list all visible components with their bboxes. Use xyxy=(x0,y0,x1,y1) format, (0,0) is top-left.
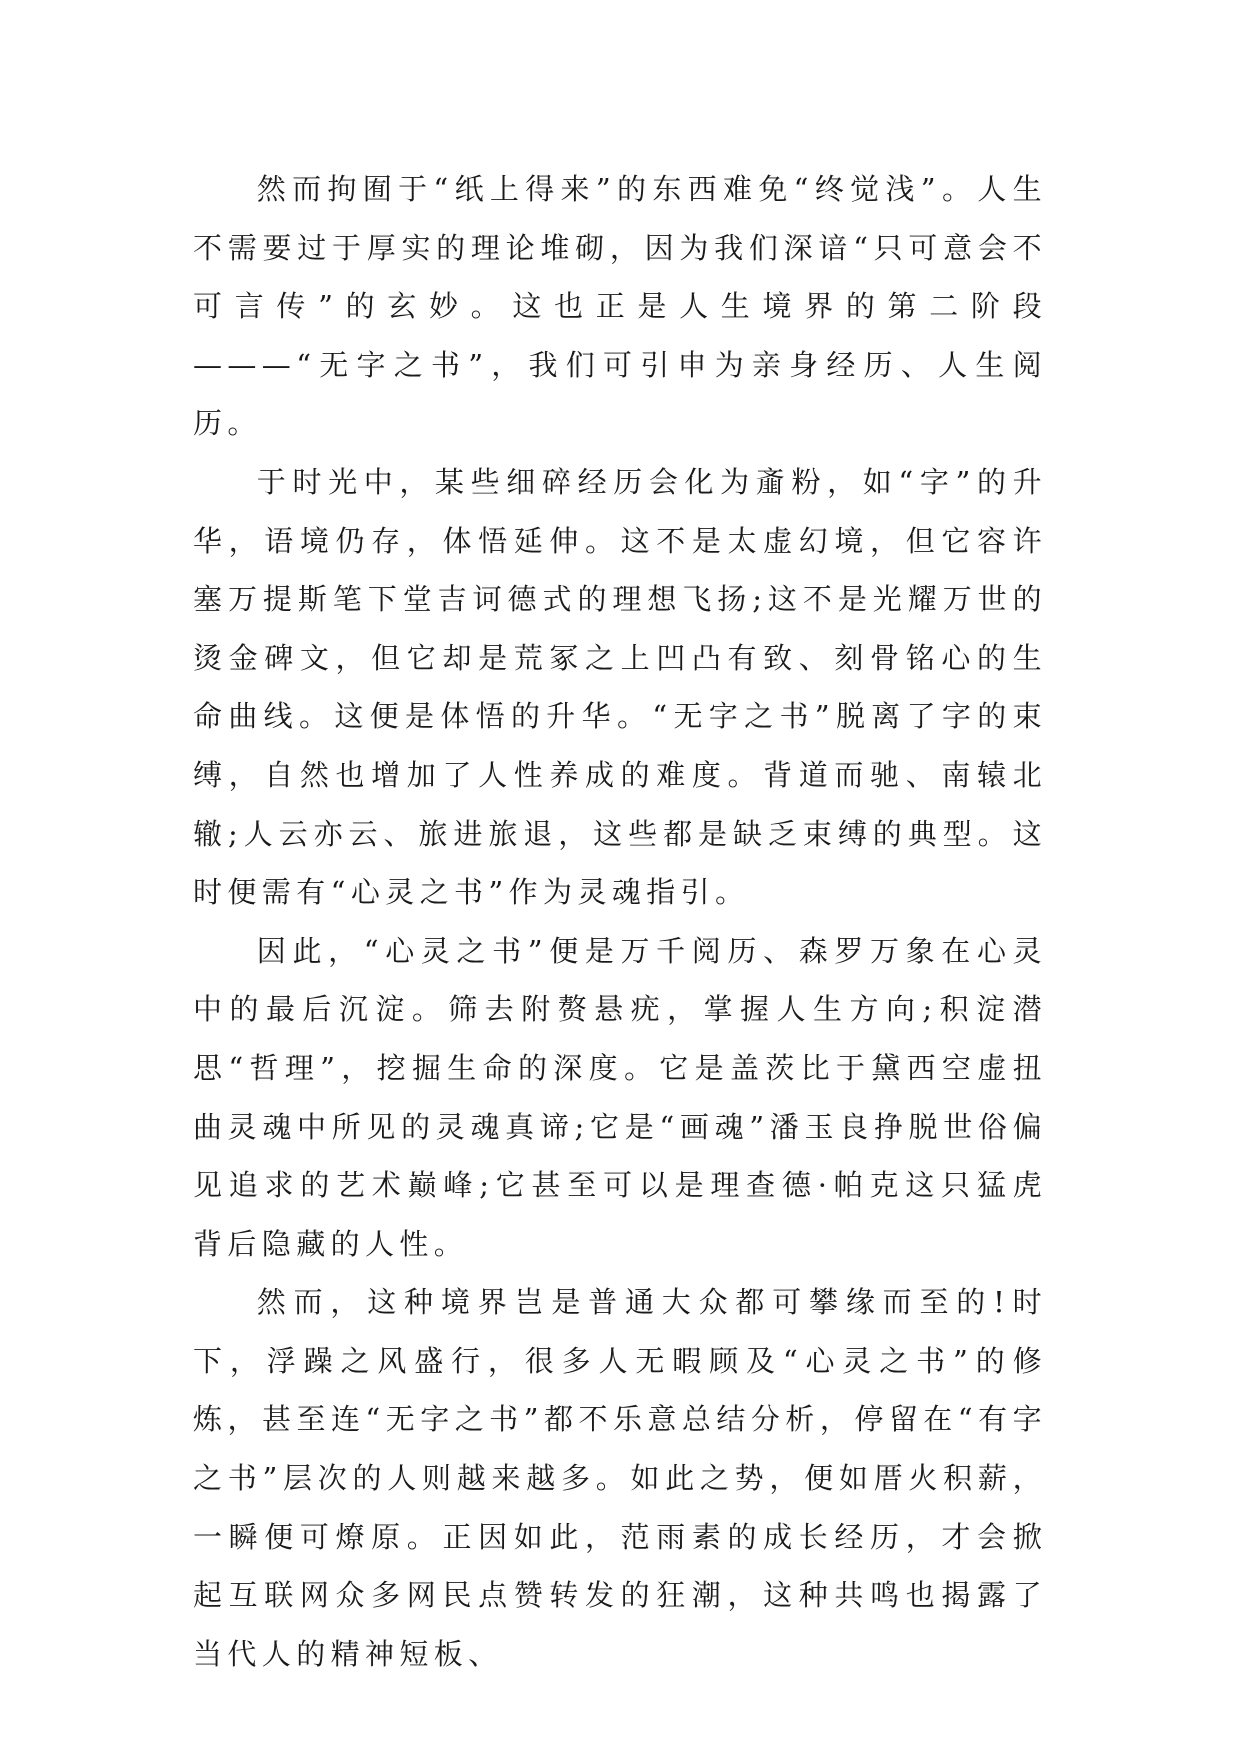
paragraph-book-of-soul: 因此，“心灵之书”便是万千阅历、森罗万象在心灵中的最后沉淀。筛去附赘悬疣，掌握人生方向;积淀潜思“哲理”，挖掘生命的深度。它是盖茨比于黛西空虚扭曲灵魂中所见的灵魂真谛;它是“画魂”潘玉良挣脱世俗偏见追求的艺术巅峰;它甚至可以是理查德·帕克这只猛虎背后隐藏的人性。 xyxy=(193,933,1047,1261)
essay-body xyxy=(193,160,1047,1683)
paragraph-second-stage: 然而拘囿于“纸上得来”的东西难免“终觉浅”。人生不需要过于厚实的理论堆砌，因为我们深谙“只可意会不可言传”的玄妙。这也正是人生境界的第二阶段———“无字之书”，我们可引申为亲身经历、人生阅历。 xyxy=(193,172,1047,441)
paragraph-contemporary-society: 然而，这种境界岂是普通大众都可攀缘而至的!时下，浮躁之风盛行，很多人无暇顾及“心灵之书”的修炼，甚至连“无字之书”都不乐意总结分析，停留在“有字之书”层次的人则越来越多。如此之势，便如厝火积薪，一瞬便可燎原。正因如此，范雨素的成长经历，才会掀起互联网众多网民点赞转发的狂潮，这种共鸣也揭露了当代人的精神短板、 xyxy=(193,1285,1047,1671)
paragraph-wordless-book: 于时光中，某些细碎经历会化为齑粉，如“字”的升华，语境仍存，体悟延伸。这不是太虚幻境，但它容许塞万提斯笔下堂吉诃德式的理想飞扬;这不是光耀万世的烫金碑文，但它却是荒冢之上凹凸有致、刻骨铭心的生命曲线。这便是体悟的升华。“无字之书”脱离了字的束缚，自然也增加了人性养成的难度。背道而驰、南辕北辙;人云亦云、旅进旅退，这些都是缺乏束缚的典型。这时便需有“心灵之书”作为灵魂指引。 xyxy=(193,464,1047,910)
